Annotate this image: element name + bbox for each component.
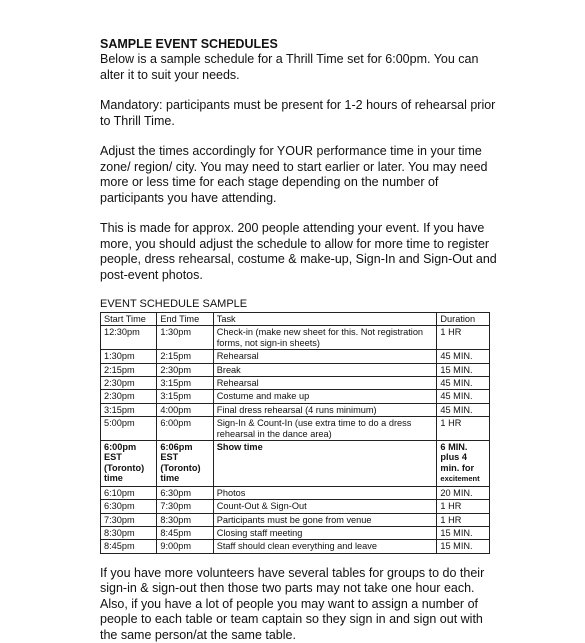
table-row [101,377,490,390]
header-start-time: Start Time [101,313,157,326]
cell-start-time [101,500,157,513]
cell-end-time-text: 1:30pm [160,327,192,338]
cell-duration [437,417,490,441]
cell-duration-text: 1 HR [440,514,462,525]
cell-end-time [157,417,213,441]
cell-start-time [101,486,157,499]
cell-start-time [101,540,157,553]
cell-task [213,403,437,416]
cell-duration-text: 20 MIN. [440,487,473,498]
table-body [101,326,490,553]
cell-duration [437,377,490,390]
cell-task [213,441,437,487]
cell-task-text: Break [216,364,241,375]
cell-start-time [101,390,157,403]
event-schedule-table [100,312,490,554]
cell-end-time [157,540,213,553]
cell-task-text: Photos [216,487,246,498]
cell-duration-text: 15 MIN. [440,541,473,552]
cell-task-text: Staff should clean everything and leave [216,541,377,552]
cell-start-time [101,513,157,526]
cell-start-time-text: 6:00pm EST (Toronto) time [104,442,145,484]
cell-task-text: Sign-In & Count-In (use extra time to do a dress rehearsal in the dance area) [216,418,412,439]
cell-start-time-text: 6:30pm [104,501,135,512]
cell-start-time-text: 12:30pm [104,327,140,338]
cell-task [213,350,437,363]
cell-start-time-text: 6:10pm [104,487,135,498]
cell-task-text: Count-Out & Sign-Out [216,501,307,512]
attendance-paragraph: This is made for approx. 200 people attending your event. If you have more, you should adjust the schedule to allow for more time to register people, dress rehearsal, costume & make-up, Sign-In and Sign-Out and post-event photos. [100,221,497,282]
cell-task-text: Rehearsal [216,378,259,389]
cell-end-time-text: 7:30pm [160,501,192,512]
cell-start-time [101,403,157,416]
cell-end-time [157,363,213,376]
cell-duration [437,403,490,416]
cell-duration [437,540,490,553]
cell-task-text: Final dress rehearsal (4 runs minimum) [216,404,377,415]
cell-duration-text: 15 MIN. [440,364,473,375]
cell-duration-text: 1 HR [440,501,462,512]
cell-task [213,513,437,526]
cell-duration [437,350,490,363]
cell-end-time-text: 8:30pm [160,514,192,525]
cell-duration-text: 45 MIN. [440,351,473,362]
header-end-time: End Time [157,313,213,326]
cell-end-time-text: 6:06pm EST (Toronto) time [160,442,201,484]
cell-duration-text: 1 HR [440,327,462,338]
cell-end-time-text: 4:00pm [160,404,192,415]
table-row [101,403,490,416]
mandatory-paragraph: Mandatory: participants must be present for 1-2 hours of rehearsal prior to Thrill Time. [100,98,496,128]
cell-duration [437,390,490,403]
cell-task [213,390,437,403]
cell-start-time [101,441,157,487]
table-row [101,350,490,363]
cell-end-time [157,403,213,416]
cell-end-time [157,441,213,487]
cell-duration [437,526,490,539]
cell-duration-text: 1 HR [440,418,462,429]
cell-start-time-text: 3:15pm [104,404,135,415]
cell-duration-text: 45 MIN. [440,391,473,402]
header-task: Task [213,313,437,326]
cell-duration-text: 6 MIN. plus 4 min. for [440,442,475,473]
cell-end-time [157,526,213,539]
cell-start-time [101,326,157,350]
table-row [101,390,490,403]
cell-end-time-text: 2:15pm [160,351,192,362]
cell-end-time [157,326,213,350]
cell-end-time [157,500,213,513]
header-duration: Duration [437,313,490,326]
cell-end-time [157,513,213,526]
cell-task [213,363,437,376]
cell-start-time-text: 8:45pm [104,541,135,552]
cell-task [213,500,437,513]
cell-task [213,540,437,553]
cell-end-time-text: 3:15pm [160,391,192,402]
cell-start-time-text: 7:30pm [104,514,135,525]
cell-start-time-text: 5:00pm [104,418,135,429]
cell-task-text: Costume and make up [216,391,310,402]
cell-duration-text: 15 MIN. [440,527,473,538]
table-row [101,486,490,499]
cell-start-time [101,417,157,441]
cell-start-time [101,377,157,390]
cell-start-time-text: 2:30pm [104,378,135,389]
cell-duration-text: 45 MIN. [440,404,473,415]
table-row [101,526,490,539]
table-row [101,441,490,487]
table-row [101,500,490,513]
cell-task [213,417,437,441]
cell-start-time-text: 1:30pm [104,351,135,362]
cell-task-text: Check-in (make new sheet for this. Not registration forms, not sign-in sheets) [216,327,424,348]
cell-task [213,326,437,350]
cell-task [213,486,437,499]
cell-task [213,526,437,539]
cell-task-text: Participants must be gone from venue [216,514,372,525]
cell-end-time-text: 6:30pm [160,487,192,498]
cell-end-time-text: 8:45pm [160,527,192,538]
cell-start-time-text: 2:15pm [104,364,135,375]
cell-end-time-text: 6:00pm [160,418,192,429]
cell-end-time [157,377,213,390]
cell-duration [437,363,490,376]
cell-end-time-text: 2:30pm [160,364,192,375]
table-row [101,363,490,376]
table-row [101,417,490,441]
cell-duration-text: 45 MIN. [440,378,473,389]
cell-end-time [157,390,213,403]
document-content [100,37,500,643]
cell-duration [437,513,490,526]
closing-paragraph: If you have more volunteers have several tables for groups to do their sign-in & sign-out then those two parts may not take one hour each. Also, if you have a lot of people you may want to assign a number of people to each table or team captain so they sign in and sign out with the same person/at the same table. [100,565,485,642]
table-row [101,540,490,553]
table-row [101,326,490,350]
document-title: SAMPLE EVENT SCHEDULES [100,37,278,51]
cell-end-time [157,486,213,499]
cell-end-time-text: 3:15pm [160,378,192,389]
cell-duration [437,326,490,350]
cell-start-time [101,350,157,363]
cell-duration [437,441,490,487]
cell-task [213,377,437,390]
table-header-row [101,313,490,326]
cell-end-time-text: 9:00pm [160,541,192,552]
table-row [101,513,490,526]
cell-start-time [101,363,157,376]
cell-duration-note: excitement [440,474,480,484]
adjust-times-paragraph: Adjust the times accordingly for YOUR performance time in your time zone/ region/ city. You may need to start earlier or later. You may need more or less time for each stage depending on the number of participants you have attending. [100,144,488,205]
cell-duration [437,486,490,499]
cell-start-time-text: 8:30pm [104,527,135,538]
cell-duration [437,500,490,513]
cell-start-time-text: 2:30pm [104,391,135,402]
cell-task-text: Rehearsal [216,351,259,362]
cell-start-time [101,526,157,539]
cell-end-time [157,350,213,363]
cell-task-text: Closing staff meeting [216,527,303,538]
table-caption: EVENT SCHEDULE SAMPLE [100,298,248,310]
cell-task-text: Show time [216,442,263,453]
intro-paragraph: Below is a sample schedule for a Thrill Time set for 6:00pm. You can alter it to suit your needs. [100,52,479,82]
